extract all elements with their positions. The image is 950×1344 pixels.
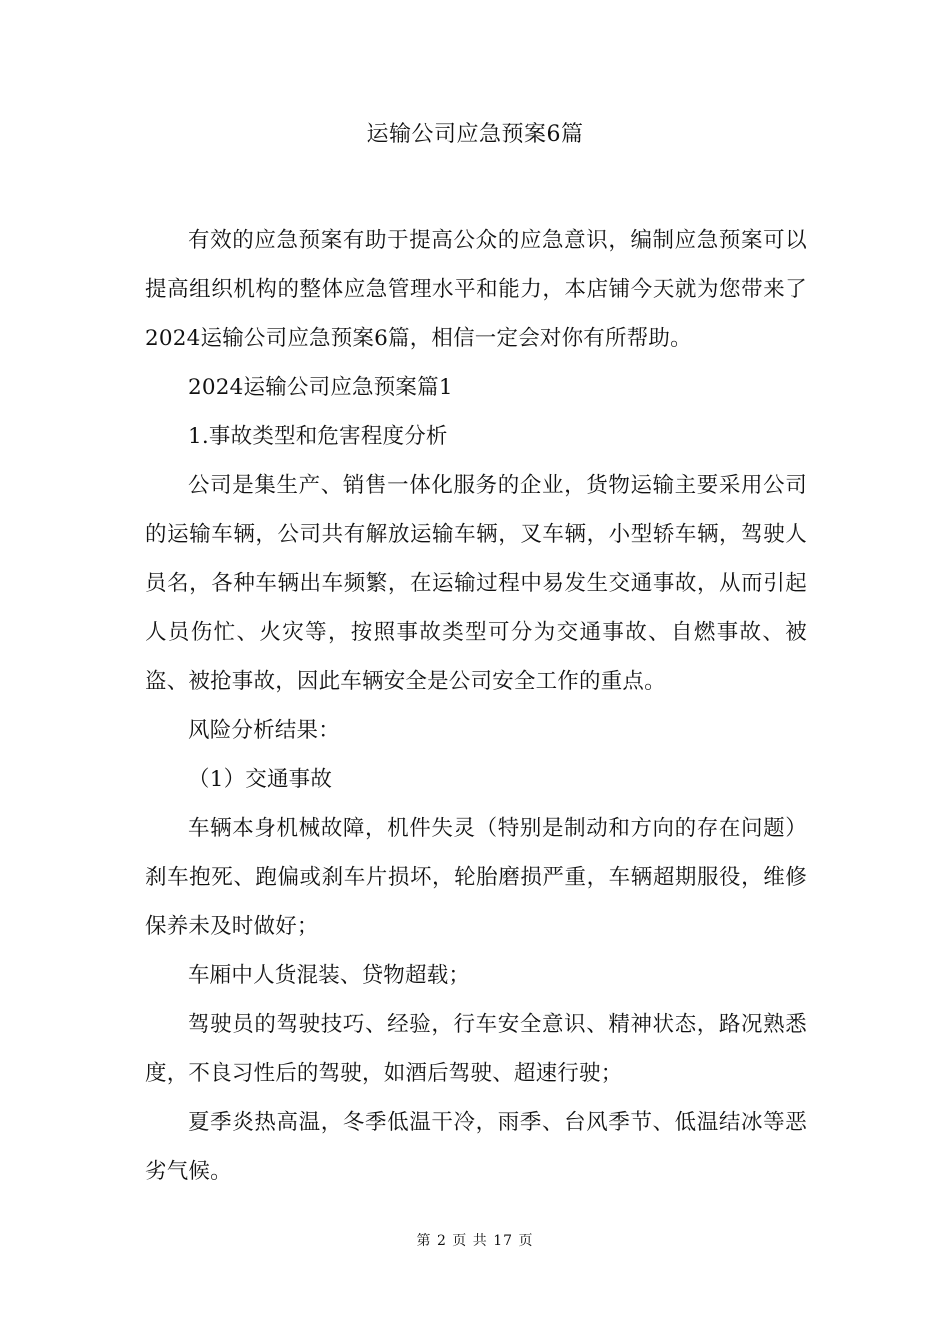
document-title: 运输公司应急预案6篇 (366, 122, 584, 147)
paragraph-intro: 有效的应急预案有助于提高公众的应急意识，编制应急预案可以提高组织机构的整体应急管理水平和能力，本店铺今天就为您带来了2024运输公司应急预案6篇，相信一定会对你有所帮助。 (145, 228, 807, 351)
subsection-heading: 1.事故类型和危害程度分析 (188, 424, 448, 449)
paragraph-cargo: 车厢中人货混装、贷物超载； (188, 963, 471, 988)
section-heading: 2024运输公司应急预案篇1 (188, 375, 453, 400)
paragraph-risk-label: 风险分析结果： (188, 718, 340, 743)
paragraph-company: 公司是集生产、销售一体化服务的企业，货物运输主要采用公司的运输车辆，公司共有解放运输车辆，叉车辆，小型轿车辆，驾驶人员名，各种车辆出车频繁，在运输过程中易发生交通事故，从而引起人员伤忙、火灾等，按照事故类型可分为交通事故、自燃事故、被盗、被抢事故，因此车辆安全是公司安全工作的重点。 (145, 473, 807, 694)
paragraph-driver: 驾驶员的驾驶技巧、经验，行车安全意识、精神状态，路况熟悉度，不良习性后的驾驶，如酒后驾驶、超速行驶； (145, 1012, 807, 1086)
paragraph-vehicle: 车辆本身机械故障，机件失灵（特别是制动和方向的存在问题）刹车抱死、跑偏或刹车片损坏，轮胎磨损严重，车辆超期服役，维修保养未及时做好； (145, 816, 807, 939)
document-body (145, 216, 807, 1196)
paragraph-weather: 夏季炎热高温，冬季低温干冷，雨季、台风季节、低温结冰等恶劣气候。 (145, 1110, 807, 1184)
list-item-traffic: （1）交通事故 (188, 767, 333, 792)
page-number: 第 2 页 共 17 页 (416, 1233, 534, 1249)
